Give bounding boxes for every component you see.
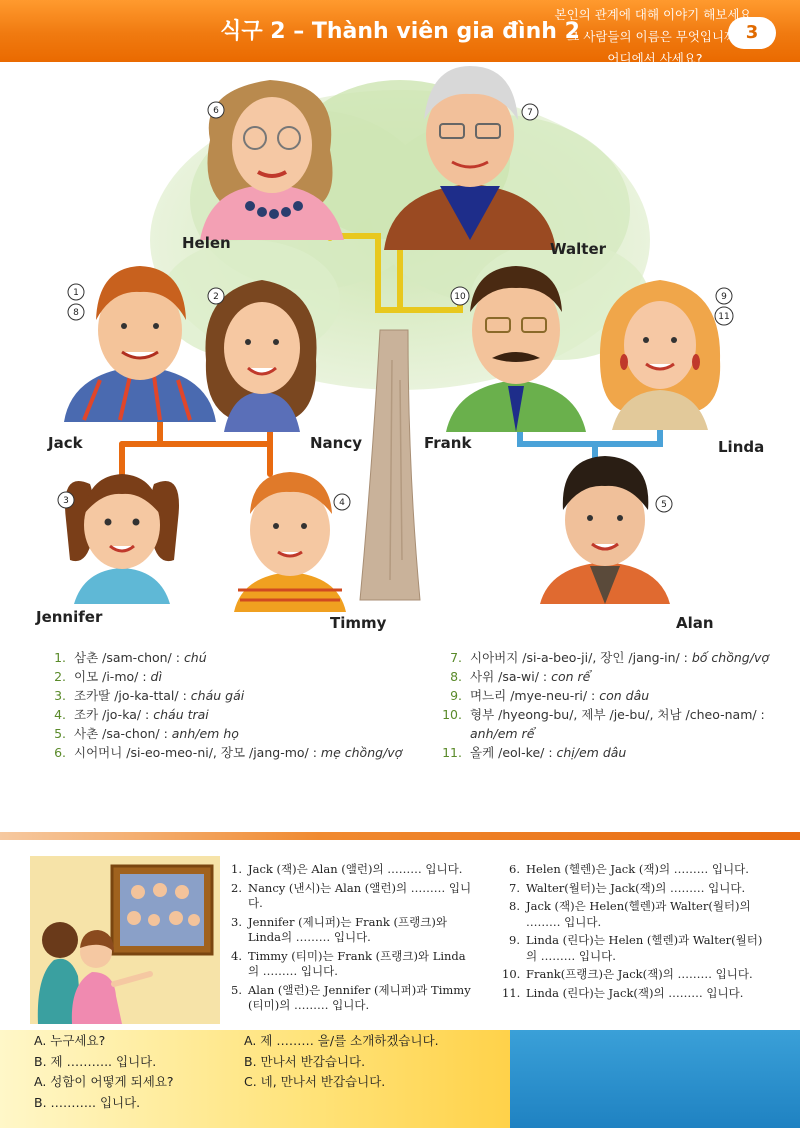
dialogue-line: B. 만나서 반갑습니다. <box>244 1053 366 1069</box>
vocabulary-right <box>440 648 770 762</box>
question-line: 그 사람들의 이름은 무엇입니까? <box>567 29 743 44</box>
question-line: 어디에서 사세요? <box>607 51 703 66</box>
jennifer-portrait <box>65 474 179 604</box>
question-line: 가계도를 그리고 이야기해 보세요. <box>562 73 748 88</box>
dialogue-line: A. 성함이 어떻게 되세요? <box>34 1074 174 1089</box>
frank-name: Frank <box>424 434 472 452</box>
kids-looking-at-portrait-illustration <box>30 856 220 1024</box>
nancy-number-2: 2 <box>213 292 219 302</box>
dialogue-line: B. ……….. 입니다. <box>34 1094 141 1110</box>
exercise-item: 2. Nancy (낸시)는 Alan (앨런)의 ……… 입니다. <box>231 880 472 910</box>
discussion-questions <box>510 4 800 92</box>
exercises-right <box>502 862 772 1004</box>
jack-number-1: 1 <box>73 288 79 298</box>
exercises-left <box>224 862 474 1017</box>
frank-number-10: 10 <box>454 292 466 302</box>
timmy-number-4: 4 <box>339 498 345 508</box>
exercise-item: 4. Timmy (티미)는 Frank (프랭크)와 Linda의 ……… 입니다. <box>231 948 466 978</box>
exercise-item: 8. Jack (잭)은 Helen(헬렌)과 Walter(월터)의 ……… 입니다. <box>509 899 751 929</box>
family-tree-illustration <box>0 62 800 642</box>
jack-number-8: 8 <box>73 308 79 318</box>
questions-panel <box>510 1030 800 1128</box>
dialogue-1 <box>34 1031 254 1113</box>
walter-number-7: 7 <box>527 108 533 118</box>
vocab-item: 3. 조카딸 /jo-ka-ttal/ : cháu gái <box>54 688 245 703</box>
dialogue-line: C. 네, 만나서 반갑습니다. <box>244 1074 386 1089</box>
alan-number-5: 5 <box>661 500 667 510</box>
alan-portrait <box>540 456 670 604</box>
timmy-name: Timmy <box>330 614 387 632</box>
dialogue-line: A. 누구세요? <box>34 1033 106 1048</box>
exercise-item: 3. Jennifer (제니퍼)는 Frank (프랭크)와 Linda의 ……… 입니다. <box>231 914 447 944</box>
vocab-item: 7. 시아버지 /si-a-beo-ji/, 장인 /jang-in/ : bố chồng/vợ <box>450 650 769 665</box>
linda-portrait <box>600 280 720 430</box>
vocab-item: 4. 조카 /jo-ka/ : cháu trai <box>54 707 209 722</box>
jennifer-name: Jennifer <box>36 608 103 626</box>
vocab-item: 1. 삼촌 /sam-chon/ : chú <box>54 650 207 665</box>
timmy-portrait <box>234 472 346 612</box>
linda-name: Linda <box>718 438 765 456</box>
vocab-item: 2. 이모 /i-mo/ : dì <box>54 669 162 684</box>
question-line: 본인의 관계에 대해 이야기 해보세요. <box>554 7 756 22</box>
nancy-portrait <box>205 280 316 432</box>
exercise-item: 6. Helen (헬렌)은 Jack (잭)의 ……… 입니다. <box>509 862 749 876</box>
nancy-name: Nancy <box>310 434 363 452</box>
section-divider <box>0 832 800 840</box>
page-number-badge: 3 <box>728 17 776 49</box>
linda-number-11: 11 <box>718 312 730 322</box>
dialogue-line: B. 제 ……….. 입니다. <box>34 1053 157 1069</box>
dialogue-2 <box>244 1031 506 1093</box>
exercise-item: 9. Linda (린다)는 Helen (헬렌)과 Walter(월터)의 ……… 입니다. <box>509 933 763 963</box>
vocab-item: 8. 사위 /sa-wi/ : con rể <box>450 669 591 684</box>
helen-name: Helen <box>182 234 231 252</box>
helen-number-6: 6 <box>213 106 219 116</box>
alan-name: Alan <box>676 614 714 632</box>
exercise-item: 11. Linda (린다)는 Jack(잭)의 ……… 입니다. <box>502 985 744 1000</box>
jack-name: Jack <box>48 434 83 452</box>
linda-number-9: 9 <box>721 292 727 302</box>
exercise-item: 10. Frank(프랭크)은 Jack(잭)의 ……… 입니다. <box>502 967 753 981</box>
exercise-item: 7. Walter(월터)는 Jack(잭)의 ……… 입니다. <box>509 880 746 895</box>
page-title: 식구 2 – Thành viên gia đình 2 <box>220 19 580 44</box>
vocab-item: 6. 시어머니 /si-eo-meo-ni/, 장모 /jang-mo/ : mẹ chồng/vợ <box>54 745 403 760</box>
jennifer-number-3: 3 <box>63 496 69 506</box>
vocab-item: 10. 형부 /hyeong-bu/, 제부 /je-bu/, 처남 /cheo-nam/ : anh/em rể <box>442 707 765 741</box>
exercise-item: 1. Jack (잭)은 Alan (앨런)의 ……… 입니다. <box>231 862 463 876</box>
vocab-item: 11. 올케 /eol-ke/ : chị/em dâu <box>442 745 627 760</box>
exercise-item: 5. Alan (앨런)은 Jennifer (제니퍼)과 Timmy (티미)의 ……… 입니다. <box>231 982 471 1012</box>
vocab-item: 9. 며느리 /mye-neu-ri/ : con dâu <box>450 688 650 703</box>
walter-name: Walter <box>550 240 607 258</box>
vocabulary-left <box>44 648 404 762</box>
dialogue-line: A. 제 ……… 을/를 소개하겠습니다. <box>244 1033 439 1048</box>
vocab-item: 5. 사촌 /sa-chon/ : anh/em họ <box>54 726 239 741</box>
